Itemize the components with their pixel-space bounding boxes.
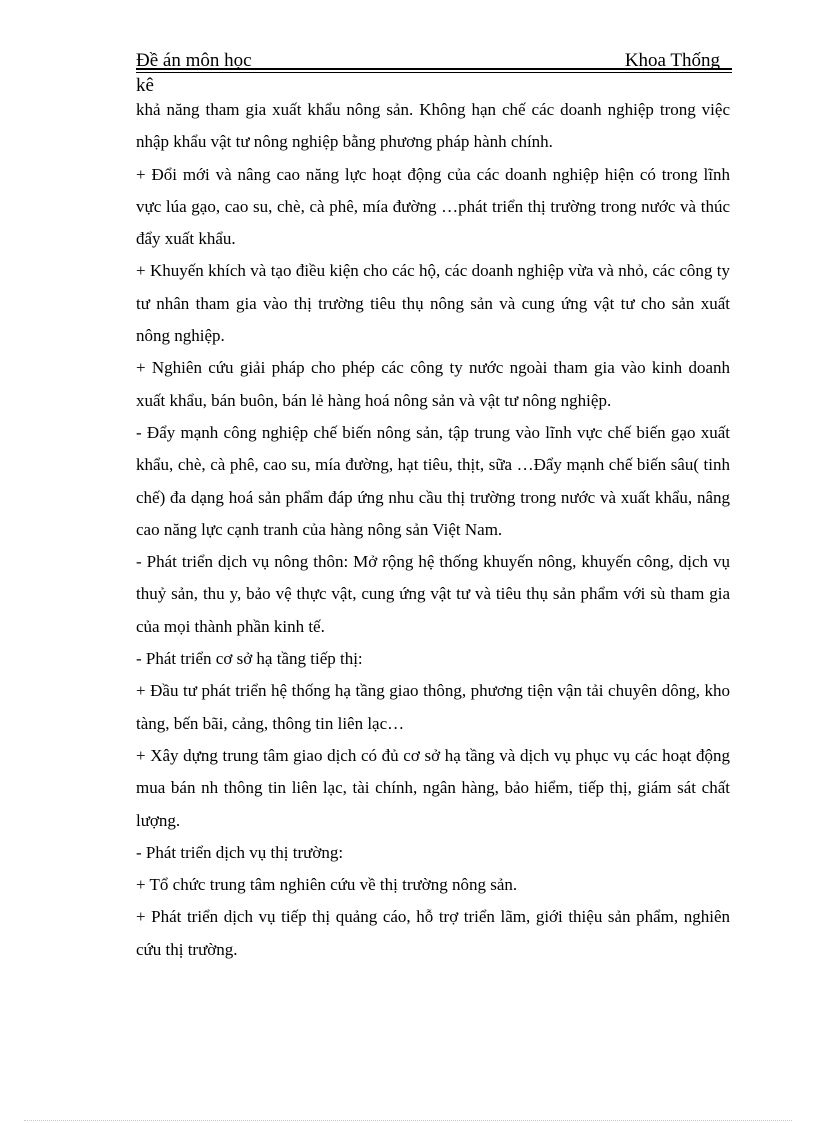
paragraph: + Tổ chức trung tâm nghiên cứu về thị trường nông sản.	[136, 875, 518, 895]
paragraph: + Đầu tư phát triển hệ thống hạ tầng giao thông, phương tiện vận tải chuyên dông, kho tàng, bến bãi, cảng, thông tin liên lạc…	[136, 681, 730, 733]
paragraph: + Phát triển dịch vụ tiếp thị quảng cáo, hỗ trợ triển lãm, giới thiệu sản phẩm, nghiên cứu thị trường.	[136, 907, 730, 959]
paragraph: khả năng tham gia xuất khẩu nông sản. Không hạn chế các doanh nghiệp trong việc nhập khẩu vật tư nông nghiệp bằng phương pháp hành chính.	[136, 100, 730, 152]
paragraph: - Phát triển cơ sở hạ tầng tiếp thị:	[136, 649, 363, 669]
paragraph: + Đổi mới và nâng cao năng lực hoạt động của các doanh nghiệp hiện có trong lĩnh vực lúa gạo, cao su, chè, cà phê, mía đường …phát triển thị trường trong nước và thúc đẩy xuất khẩu.	[136, 164, 730, 249]
header-rule-thin	[136, 72, 732, 73]
paragraph: + Khuyến khích và tạo điều kiện cho các hộ, các doanh nghiệp vừa và nhỏ, các công ty tư nhân tham gia vào thị trường tiêu thụ nông sản và cung ứng vật tư cho sản xuất nông nghiệp.	[136, 261, 730, 346]
header-faculty-name-wrap: kê	[136, 75, 154, 96]
paragraph: + Nghiên cứu giải pháp cho phép các công ty nước ngoài tham gia vào kinh doanh xuất khẩu, bán buôn, bán lẻ hàng hoá nông sản và vật tư nông nghiệp.	[136, 358, 730, 410]
paragraph: + Xây dựng trung tâm giao dịch có đủ cơ sở hạ tầng và dịch vụ phục vụ các hoạt động mua bán nh thông tin liên lạc, tài chính, ngân hàng, bảo hiểm, tiếp thị, giám sát chất lượng.	[136, 745, 730, 830]
page-bottom-border	[24, 1120, 792, 1121]
paragraph: - Phát triển dịch vụ thị trường:	[136, 842, 344, 862]
header-faculty-name: Khoa Thống	[624, 50, 720, 71]
paragraph: - Đẩy mạnh công nghiệp chế biến nông sản, tập trung vào lĩnh vực chế biến gạo xuất khẩu, chè, cà phê, cao su, mía đường, hạt tiêu, thịt, sữa …Đẩy mạnh chế biến sâu( tinh chế) đa dạng hoá sản phẩm đáp ứng nhu cầu thị trường trong nước và xuất khẩu, nâng cao năng lực cạnh tranh của hàng nông sản Việt Nam.	[136, 422, 730, 539]
paragraph: - Phát triển dịch vụ nông thôn: Mở rộng hệ thống khuyến nông, khuyến công, dịch vụ thuỷ sản, thu y, bảo vệ thực vật, cung ứng vật tư và tiêu thụ sản phẩm với sù tham gia của mọi thành phần kinh tế.	[136, 552, 730, 636]
header-course-title: Đề án môn học	[136, 50, 252, 71]
header-rule-thick	[136, 68, 732, 70]
document-body	[136, 94, 730, 966]
